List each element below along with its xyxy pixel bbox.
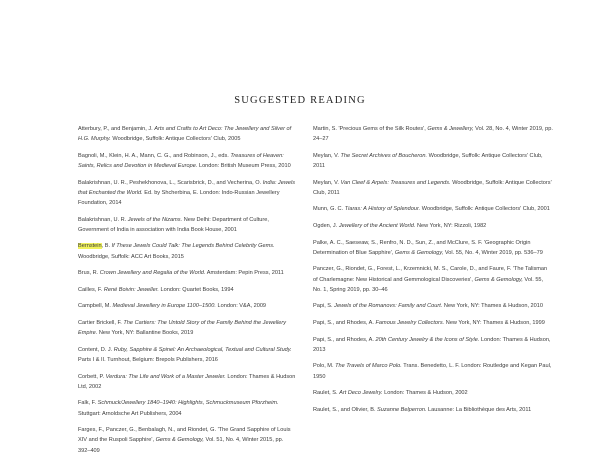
reference-text: Papi, S.	[313, 303, 335, 310]
reference-entry	[313, 318, 553, 328]
reference-text: Corbett, P.	[78, 373, 106, 380]
reference-text: Bagnoli, M., Klein, H. A., Mann, C. G., and Robinson, J., eds.	[78, 152, 231, 159]
reference-title: Tiaras: A History of Splendour.	[344, 206, 421, 213]
reference-entry	[313, 301, 553, 311]
reference-title: Suzanne Belperron.	[377, 406, 427, 413]
reference-text: Papi, S., and Rhodes, A.	[313, 336, 376, 343]
reference-text: New York, NY: Rizzoli, 1982	[415, 222, 487, 229]
reference-text: Atterbury, P., and Benjamin, J.	[78, 126, 155, 132]
reference-text: London: Thames & Hudson, 2002	[382, 390, 468, 397]
reference-title: Verdura: The Life and Work of a Master Jeweler.	[105, 373, 226, 380]
reference-entry	[313, 221, 553, 231]
reference-text: Munn, G. C.	[313, 206, 345, 213]
reference-title: Jewels of the Nizams.	[127, 216, 183, 223]
reference-entry	[313, 151, 553, 171]
reference-title: Arts and Crafts to Art Deco: The Jewellery and Silver of H.G. Murphy.	[78, 126, 292, 143]
page-title: SUGGESTED READING	[234, 95, 366, 106]
reference-text: London: Quartet Books, 1994	[158, 286, 234, 293]
reference-text: Raulet, S., and Olivier, B.	[313, 406, 378, 413]
reference-entry	[78, 301, 296, 311]
reference-text: Balakrishnan, U. R., Peshekhonova, L., Scarisbrick, D., and Vecherina, O.	[78, 179, 263, 186]
reference-text: Meylan, V.	[313, 179, 341, 186]
reference-text: Palke, A. C., Saeseaw, S., Renfro, N. D., Sun, Z., and McClure, S. F. 'Geographic Origin Determination of Blue Sapphire',	[313, 239, 531, 256]
reference-title: Van Cleef & Arpels: Treasures and Legends.	[340, 179, 451, 186]
reference-text: Balakrishnan, U. R.	[78, 216, 128, 223]
reference-text: New York, NY: Thames & Hudson, 2010	[442, 303, 543, 310]
reference-entry	[78, 285, 296, 295]
reference-text: , B.	[101, 243, 112, 250]
reference-text: Woodbridge, Suffolk: ACC Art Books, 2015	[78, 253, 184, 260]
reference-title: Gems & Jewellery,	[427, 126, 474, 132]
reference-entry	[313, 238, 553, 258]
reference-text: Trans. Benedetto, L. F. London: Routledge and Kegan Paul, 1950	[313, 363, 552, 380]
reference-text: Brus, R.	[78, 270, 100, 277]
reference-text: London: V&A, 2009	[215, 303, 267, 310]
reference-text: Vol. 55, No. 1, Spring 2019, pp. 30–46	[313, 276, 544, 293]
reference-text: Falk, F.	[78, 400, 98, 407]
reference-text: Ogden, J.	[313, 222, 339, 229]
reference-text: Content, D. J.	[78, 346, 114, 353]
reference-entry	[78, 151, 296, 171]
reference-title: India: Jewels that Enchanted the World.	[78, 179, 296, 196]
reference-entry	[78, 124, 296, 144]
reference-title: Jewellery of the Ancient World.	[338, 222, 416, 229]
reference-title: Art Deco Jewelry.	[339, 390, 383, 397]
reference-text: London: British Museum Press, 2010	[197, 163, 291, 169]
reference-text: Amsterdam: Pepin Press, 2011	[205, 270, 284, 277]
reference-title: Gems & Gemology,	[155, 437, 204, 444]
reference-text: Meylan, V.	[313, 152, 341, 159]
reference-text: Woodbridge, Suffolk: Antique Collectors' Club, 2005	[110, 136, 241, 143]
reference-title: Crown Jewellery and Regalia of the World.	[99, 270, 206, 277]
reference-entry	[78, 318, 296, 338]
reference-text: Martin, S. 'Precious Gems of the Silk Routes',	[313, 126, 428, 132]
reference-entry	[78, 268, 296, 278]
reference-title: Famous Jewelry Collectors.	[375, 319, 445, 326]
reference-entry	[313, 361, 553, 381]
reference-text: New York, NY: Ballantine Books, 2019	[97, 330, 194, 337]
reference-title: Ruby, Sapphire & Spinel: An Archaeological, Textual and Cultural Study.	[113, 346, 292, 353]
reference-text: Lausanne: La Bibliothèque des Arts, 2011	[426, 406, 532, 413]
reference-text: Ed. by Shcherbina, E. London: Indo-Russian Jewellery Foundation, 2014	[78, 189, 280, 206]
reference-title: The Travels of Marco Polo.	[335, 363, 402, 370]
left-column	[78, 124, 296, 462]
reference-text: Woodbridge, Suffolk: Antique Collectors' Club, 2011	[313, 179, 552, 196]
reference-text: Cailles, F.	[78, 286, 104, 293]
reference-title: 20th Century Jewelry & the Icons of Style.	[375, 336, 480, 343]
reference-title: Gems & Gemology,	[394, 249, 444, 256]
reference-title: René Boivin: Jeweller.	[103, 286, 159, 293]
reference-text: Cartier Brickell, F.	[78, 319, 124, 326]
reference-entry	[78, 178, 296, 209]
reference-text: Stuttgart: Arnoldsche Art Publishers, 2004	[78, 410, 182, 417]
reference-text: Campbell, M.	[78, 303, 113, 310]
reference-title: Medieval Jewellery in Europe 1100–1500.	[112, 303, 216, 310]
reference-entry	[78, 241, 296, 261]
reference-entry	[78, 398, 296, 418]
reference-entry	[78, 372, 296, 392]
reference-title: If These Jewels Could Talk: The Legends Behind Celebrity Gems.	[111, 243, 275, 250]
reference-title: Treasures of Heaven: Saints, Relics and Devotion in Medieval Europe.	[78, 152, 284, 169]
reference-entry	[78, 215, 296, 235]
reference-title: Gems & Gemology,	[474, 276, 523, 283]
reference-text: Woodbridge, Suffolk: Antique Collectors' Club, 2011	[313, 152, 543, 169]
reference-title: The Cartiers: The Untold Story of the Family Behind the Jewellery Empire.	[78, 319, 286, 337]
reference-text: New Delhi: Department of Culture, Government of India in association with India Book House, 2001	[78, 216, 269, 233]
reference-entry	[313, 405, 553, 415]
reference-text: London: Thames & Hudson Ltd, 2002	[78, 373, 296, 390]
reference-entry	[313, 264, 553, 295]
reference-entry	[313, 335, 553, 355]
reference-entry	[313, 124, 553, 144]
reference-entry	[313, 388, 553, 398]
reference-text: New York, NY: Thames & Hudson, 1999	[444, 319, 545, 326]
reference-entry	[78, 345, 296, 365]
highlighted-text: Bernstein	[78, 243, 102, 250]
reference-text: Parts I & II. Turnhout, Belgium: Brepols Publishers, 2016	[78, 356, 218, 363]
reference-text: London: Thames & Hudson, 2013	[313, 336, 551, 353]
reference-text: Panczer, G., Riondet, G., Forest, L., Krzemnicki, M. S., Carole, D., and Faure, F. 'The Talisman of Charlemagne: New Historical and Gemmological Discoveries',	[313, 266, 548, 283]
reference-entry	[313, 204, 553, 214]
reference-text: Vol. 28, No. 4, Winter 2019, pp. 24–27	[313, 126, 553, 143]
reference-text: Vol. 55, No. 4, Winter 2019, pp. 536–79	[443, 249, 543, 256]
right-column	[313, 124, 553, 421]
reference-title: The Secret Archives of Boucheron.	[340, 152, 428, 159]
reference-text: Woodbridge, Suffolk: Antique Collectors' Club, 2001	[420, 206, 550, 213]
reference-title: Schmuck/Jewellery 1840–1940: Highlights, Schmuckmuseum Pforzheim.	[97, 400, 279, 407]
reference-text: Farges, F., Panczer, G., Benbalagh, N., and Riondet, G. 'The Grand Sapphire of Louis XIV and the Ruspoli Sapphire',	[78, 427, 291, 444]
reference-entry	[78, 425, 296, 456]
reference-entry	[313, 178, 553, 198]
reference-title: Jewels of the Romanovs: Family and Court.	[334, 303, 443, 310]
reference-text: Raulet, S.	[313, 390, 340, 397]
reference-text: Papi, S., and Rhodes, A.	[313, 319, 376, 326]
reference-text: Vol. 51, No. 4, Winter 2015, pp. 392–409	[78, 437, 284, 454]
reference-text: Polo, M.	[313, 363, 336, 370]
